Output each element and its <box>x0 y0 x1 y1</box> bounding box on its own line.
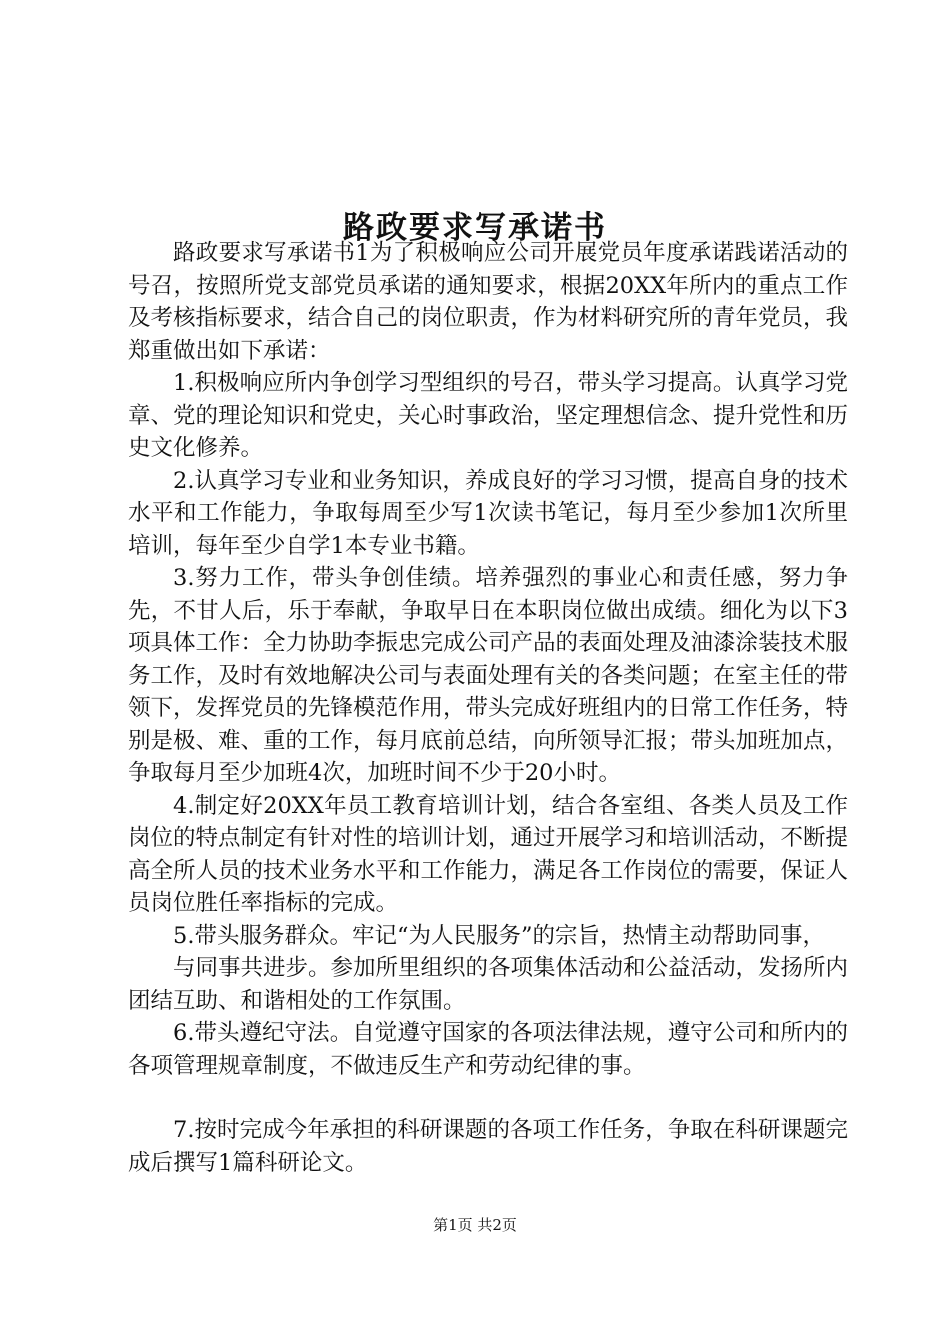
page-number-footer: 第1页 共2页 <box>433 1216 517 1234</box>
commitment-6: 6.带头遵纪守法。自觉遵守国家的各项法律法规，遵守公司和所内的各项管理规章制度，不做违反生产和劳动纪律的事。 <box>128 1020 848 1079</box>
commitment-5: 5.带头服务群众。牢记“为人民服务”的宗旨，热情主动帮助同事， <box>173 922 825 949</box>
commitment-4: 4.制定好20XX年员工教育培训计划，结合各室组、各类人员及工作岗位的特点制定有针对性的培训计划，通过开展学习和培训活动，不断提高全所人员的技术业务水平和工作能力，满足各工作岗位的需要，保证人员岗位胜任率指标的完成。 <box>128 792 849 916</box>
commitment-5-continued: 与同事共进步。参加所里组织的各项集体活动和公益活动，发扬所内团结互助、和谐相处的工作氛围。 <box>128 955 849 1014</box>
document-title: 路政要求写承诺书 <box>343 209 607 246</box>
commitment-2: 2.认真学习专业和业务知识，养成良好的学习习惯，提高自身的技术水平和工作能力，争取每周至少写1次读书笔记，每月至少参加1次所里培训，每年至少自学1本专业书籍。 <box>128 467 848 559</box>
commitment-1: 1.积极响应所内争创学习型组织的号召，带头学习提高。认真学习党章、党的理论知识和党史，关心时事政治，坚定理想信念、提升党性和历史文化修养。 <box>128 370 849 461</box>
commitment-7: 7.按时完成今年承担的科研课题的各项工作任务，争取在科研课题完成后撰写1篇科研论文。 <box>128 1117 848 1176</box>
document-body <box>128 237 848 1179</box>
commitment-3: 3.努力工作，带头争创佳绩。培养强烈的事业心和责任感，努力争先，不甘人后，乐于奉献，争取早日在本职岗位做出成绩。细化为以下3项具体工作：全力协助李振忠完成公司产品的表面处理及油漆涂装技术服务工作，及时有效地解决公司与表面处理有关的各类问题；在室主任的带领下，发挥党员的先锋模范作用，带头完成好班组内的日常工作任务，特别是极、难、重的工作，每月底前总结，向所领导汇报；带头加班加点，争取每月至少加班4次，加班时间不少于20小时。 <box>128 565 849 786</box>
intro-paragraph: 路政要求写承诺书1为了积极响应公司开展党员年度承诺践诺活动的号召，按照所党支部党员承诺的通知要求，根据20XX年所内的重点工作及考核指标要求，结合自己的岗位职责，作为材料研究所的青年党员，我郑重做出如下承诺： <box>128 240 849 364</box>
